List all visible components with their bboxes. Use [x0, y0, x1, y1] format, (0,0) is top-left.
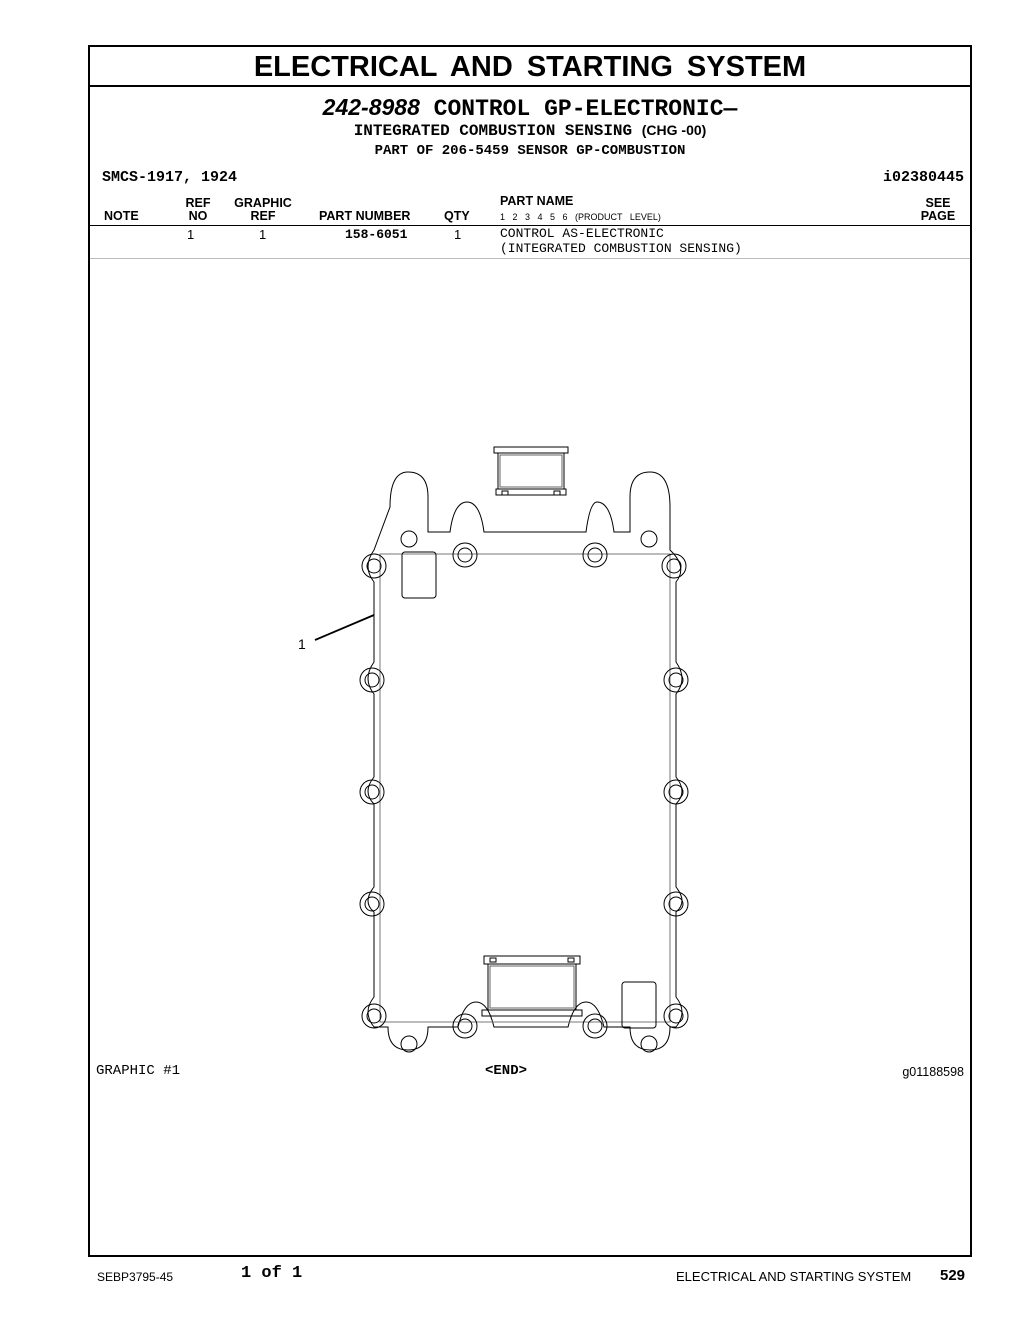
- smcs-codes: SMCS-1917, 1924: [102, 169, 238, 186]
- group-part-number: 242-8988: [322, 94, 420, 120]
- footer-section: ELECTRICAL AND STARTING SYSTEM: [676, 1269, 912, 1284]
- col-part-number: PART NUMBER: [319, 209, 411, 223]
- col-ref-no-line2: NO: [188, 209, 208, 223]
- group-chg: (CHG -00): [641, 122, 707, 138]
- group-title: [90, 94, 970, 122]
- group-dash: —: [723, 96, 738, 122]
- row-qty: 1: [454, 227, 462, 242]
- row-ref-no: 1: [187, 227, 195, 242]
- footer-page-number: 529: [940, 1267, 966, 1284]
- col-ref-no: [178, 197, 218, 223]
- group-name: CONTROL GP-ELECTRONIC: [433, 96, 724, 122]
- product-levels: 1 2 3 4 5 6 (PRODUCT LEVEL): [500, 212, 661, 222]
- col-see-page: [916, 197, 960, 223]
- callout-label: 1: [298, 636, 306, 652]
- col-ref-no-line1: REF: [185, 196, 211, 210]
- doc-ident: i02380445: [882, 169, 964, 186]
- row-part-number[interactable]: 158-6051: [345, 227, 408, 242]
- footer-page-of: 1 of 1: [241, 1264, 303, 1283]
- col-graphic-ref-line2: REF: [250, 209, 276, 223]
- housing-outline: [368, 472, 682, 1050]
- col-note: NOTE: [104, 209, 139, 223]
- row-part-name: [500, 227, 742, 256]
- control-module-drawing: [298, 442, 710, 1062]
- group-name2: INTEGRATED COMBUSTION SENSING: [353, 122, 633, 140]
- graphic-number: g01188598: [902, 1065, 964, 1079]
- group-subtitle: [90, 122, 970, 140]
- col-see-page-line2: PAGE: [920, 209, 956, 223]
- bottom-connector-cap: [482, 1010, 582, 1016]
- col-graphic-ref-line1: GRAPHIC: [234, 196, 292, 210]
- col-qty: QTY: [444, 209, 470, 223]
- section-title: ELECTRICAL AND STARTING SYSTEM: [90, 47, 970, 87]
- end-marker: <END>: [485, 1063, 528, 1079]
- row-part-name-line1: CONTROL AS-ELECTRONIC: [500, 226, 664, 241]
- page-frame: [88, 45, 972, 1257]
- row-graphic-ref: 1: [259, 227, 267, 242]
- callout-leader: [315, 615, 374, 640]
- row-rule: [90, 258, 970, 259]
- col-part-name: PART NAME: [500, 194, 574, 208]
- col-see-page-line1: SEE: [925, 196, 951, 210]
- footer-doc-id: SEBP3795-45: [97, 1270, 174, 1284]
- row-part-name-line2: (INTEGRATED COMBUSTION SENSING): [500, 240, 742, 256]
- col-graphic-ref: [230, 197, 296, 223]
- top-connector-cap: [494, 447, 568, 453]
- graphic-label: GRAPHIC #1: [96, 1063, 181, 1079]
- group-part-of: PART OF 206-5459 SENSOR GP-COMBUSTION: [374, 143, 686, 159]
- tab-bottom-right: [622, 982, 656, 1028]
- tab-top-left: [402, 552, 436, 598]
